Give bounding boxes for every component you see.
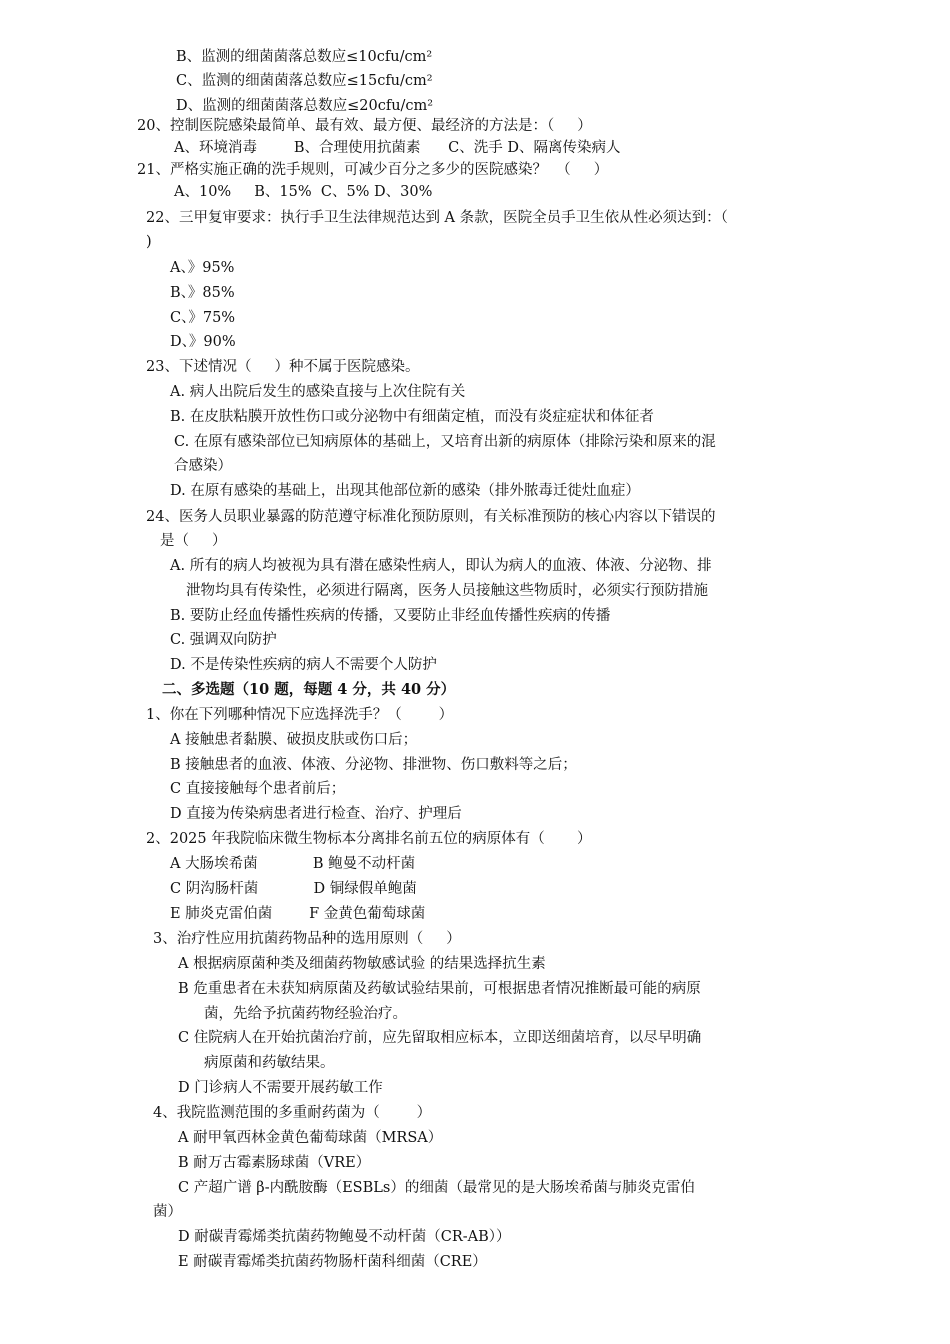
text-line: B、》85% — [170, 285, 235, 301]
text-line: A 根据病原菌种类及细菌药物敏感试验 的结果选择抗生素 — [178, 956, 546, 972]
text-line: E 耐碳青霉烯类抗菌药物肠杆菌科细菌（CRE） — [178, 1254, 487, 1270]
text-line: D、监测的细菌菌落总数应≤20cfu/cm² — [176, 98, 434, 114]
text-line: E 肺炎克雷伯菌 F 金黄色葡萄球菌 — [170, 906, 426, 922]
text-line: 合感染） — [174, 458, 232, 474]
text-line: A 大肠埃希菌 B 鲍曼不动杆菌 — [170, 856, 416, 872]
text-line: B 接触患者的血液、体液、分泌物、排泄物、伤口敷料等之后； — [170, 757, 577, 773]
text-line: A、环境消毒 B、合理使用抗菌素 C、洗手 D、隔离传染病人 — [174, 140, 621, 156]
text-line: A、》95% — [170, 260, 235, 276]
text-line: D 直接为传染病患者进行检查、治疗、护理后 — [170, 806, 462, 822]
text-line: A. 所有的病人均被视为具有潜在感染性病人，即认为病人的血液、体液、分泌物、排 — [170, 558, 712, 574]
question-23: 23、下述情况（ ）种不属于医院感染。 — [146, 359, 420, 375]
text-line: A、10% B、15% C、5% D、30% — [174, 184, 433, 200]
text-line: 菌） — [153, 1204, 182, 1220]
text-line: C、监测的细菌菌落总数应≤15cfu/cm² — [176, 73, 433, 89]
text-line: D 耐碳青霉烯类抗菌药物鲍曼不动杆菌（CR-AB）） — [178, 1229, 511, 1245]
text-line: D. 在原有感染的基础上，出现其他部位新的感染（排外脓毒迁徙灶血症） — [170, 483, 640, 499]
text-line: D、》90% — [170, 334, 236, 350]
text-line: B 危重患者在未获知病原菌及药敏试验结果前，可根据患者情况推断最可能的病原 — [178, 981, 701, 997]
text-line: A. 病人出院后发生的感染直接与上次住院有关 — [170, 384, 466, 400]
text-line: 是（ ） — [160, 533, 227, 549]
text-line: C、》75% — [170, 310, 236, 326]
text-line: C 住院病人在开始抗菌治疗前，应先留取相应标本，立即送细菌培育，以尽早明确 — [178, 1030, 702, 1046]
text-line: 病原菌和药敏结果。 — [204, 1055, 335, 1071]
text-line: A 接触患者黏膜、破损皮肤或伤口后； — [170, 732, 418, 748]
question-m4: 4、我院监测范围的多重耐药菌为（ ） — [153, 1105, 432, 1121]
text-line: 泄物均具有传染性，必须进行隔离，医务人员接触这些物质时，必须实行预防措施 — [186, 583, 708, 599]
text-line: B 耐万古霉素肠球菌（VRE） — [178, 1155, 371, 1171]
text-line: D 门诊病人不需要开展药敏工作 — [178, 1080, 383, 1096]
text-line: B. 要防止经血传播性疾病的传播，又要防止非经血传播性疾病的传播 — [170, 608, 611, 624]
text-line: C 产超广谱 β-内酰胺酶（ESBLs）的细菌（最常见的是大肠埃希菌与肺炎克雷伯 — [178, 1180, 695, 1196]
text-line: D. 不是传染性疾病的病人不需要个人防护 — [170, 657, 437, 673]
text-line: A 耐甲氧西林金黄色葡萄球菌（MRSA） — [178, 1130, 443, 1146]
text-line: B. 在皮肤粘膜开放性伤口或分泌物中有细菌定植，而没有炎症症状和体征者 — [170, 409, 654, 425]
text-line: ) — [146, 234, 152, 250]
text-line: C. 在原有感染部位已知病原体的基础上，又培育出新的病原体（排除污染和原来的混 — [174, 434, 716, 450]
text-line: C. 强调双向防护 — [170, 632, 277, 648]
section-heading: 二、多选题（10 题，每题 4 分，共 40 分） — [162, 681, 456, 698]
question-24: 24、医务人员职业暴露的防范遵守标准化预防原则，有关标准预防的核心内容以下错误的 — [146, 509, 716, 525]
text-line: 菌，先给予抗菌药物经验治疗。 — [204, 1006, 407, 1022]
question-m1: 1、你在下列哪种情况下应选择洗手？（ ） — [146, 707, 454, 723]
question-20: 20、控制医院感染最简单、最有效、最方便、最经济的方法是：（ ） — [137, 118, 592, 134]
question-22: 22、三甲复审要求：执行手卫生法律规范达到 A 条款，医院全员手卫生依从性必须达到：（ — [146, 210, 728, 226]
text-line: B、监测的细菌菌落总数应≤10cfu/cm² — [176, 49, 433, 65]
text-line: C 阴沟肠杆菌 D 铜绿假单鲍菌 — [170, 881, 417, 897]
question-m2: 2、2025 年我院临床微生物标本分离排名前五位的病原体有（ ） — [146, 831, 592, 847]
text-line: C 直接接触每个患者前后； — [170, 781, 346, 797]
question-21: 21、严格实施正确的洗手规则，可减少百分之多少的医院感染？ （ ） — [137, 162, 609, 178]
question-m3: 3、治疗性应用抗菌药物品种的选用原则（ ） — [153, 931, 461, 947]
